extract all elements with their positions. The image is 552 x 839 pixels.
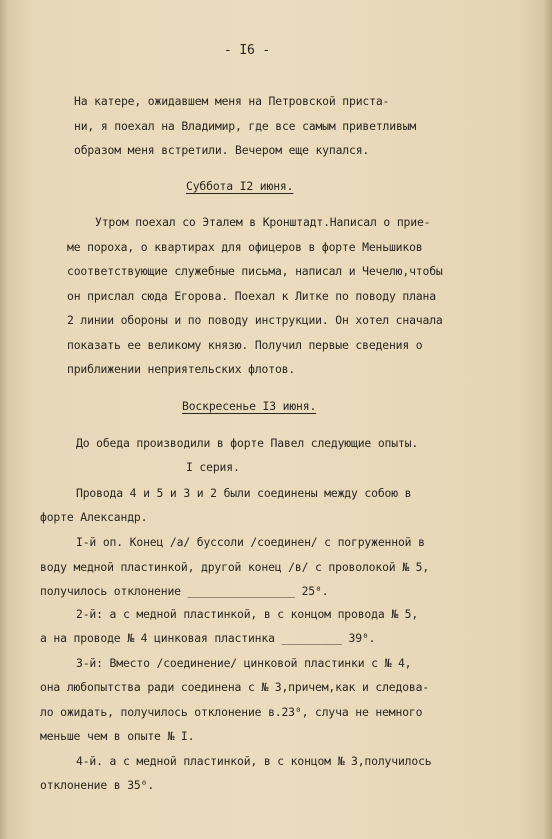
text-line: воду медной пластинкой, другой конец /в/ с проволокой № 5, [40, 560, 430, 574]
text-line: Провода 4 и 5 и 3 и 2 были соединены между собою в [76, 486, 412, 500]
text-line: а на проводе № 4 цинковая пластинка _________ 39⁰. [40, 631, 376, 645]
series-label: I серия. [186, 460, 240, 474]
text-line: меньше чем в опыте № I. [40, 729, 195, 743]
text-line: получилось отклонение ________________ 25⁰. [40, 584, 329, 598]
text-line: он прислал сюда Егорова. Поехал к Литке по поводу плана [67, 289, 436, 303]
text-line: 4-й. а с медной пластинкой, в с концом № 3,получилось [76, 754, 432, 768]
page-left-edge [0, 0, 8, 839]
text-line: отклонение в 35⁰. [40, 778, 155, 792]
text-line: На катере, ожидавшем меня на Петровской приста- [74, 94, 390, 108]
section-heading: Суббота I2 июня. [186, 179, 294, 193]
text-line: ме пороха, о квартирах для офицеров в форте Меньшиков [67, 240, 423, 254]
text-line: Утром поехал со Эталем в Кронштадт.Написал о прие- [95, 215, 431, 229]
text-line: ни, я поехал на Владимир, где все самым приветливым [74, 119, 417, 133]
section-heading: Воскресенье I3 июня. [182, 399, 317, 413]
text-line: форте Александр. [40, 510, 148, 524]
text-line: До обеда производили в форте Павел следующие опыты. [76, 436, 419, 450]
text-line: образом меня встретили. Вечером еще купался. [74, 143, 370, 157]
text-line: 2-й: а с медной пластинкой, в с концом провода № 5, [76, 607, 419, 621]
text-line: она любопытства ради соединена с № 3,причем,как и следова- [40, 680, 430, 694]
text-line: I-й оп. Конец /а/ буссоли /соединен/ с погруженной в [76, 535, 425, 549]
text-line: соответствующие служебные письма, написал и Чечелю,чтобы [67, 264, 443, 278]
text-line: приближении неприятельских флотов. [67, 362, 296, 376]
text-line: 3-й: Вместо /соединение/ цинковой пластинки с № 4, [76, 656, 412, 670]
page-number: - I6 - [224, 43, 271, 58]
page-right-edge [544, 0, 552, 839]
text-line: ло ожидать, получилось отклонение в.23⁰, случа не немного [40, 705, 423, 719]
text-line: показать ее великому князю. Получил первые сведения о [67, 338, 423, 352]
text-line: 2 линии обороны и по поводу инструкции. Он хотел сначала [67, 313, 443, 327]
